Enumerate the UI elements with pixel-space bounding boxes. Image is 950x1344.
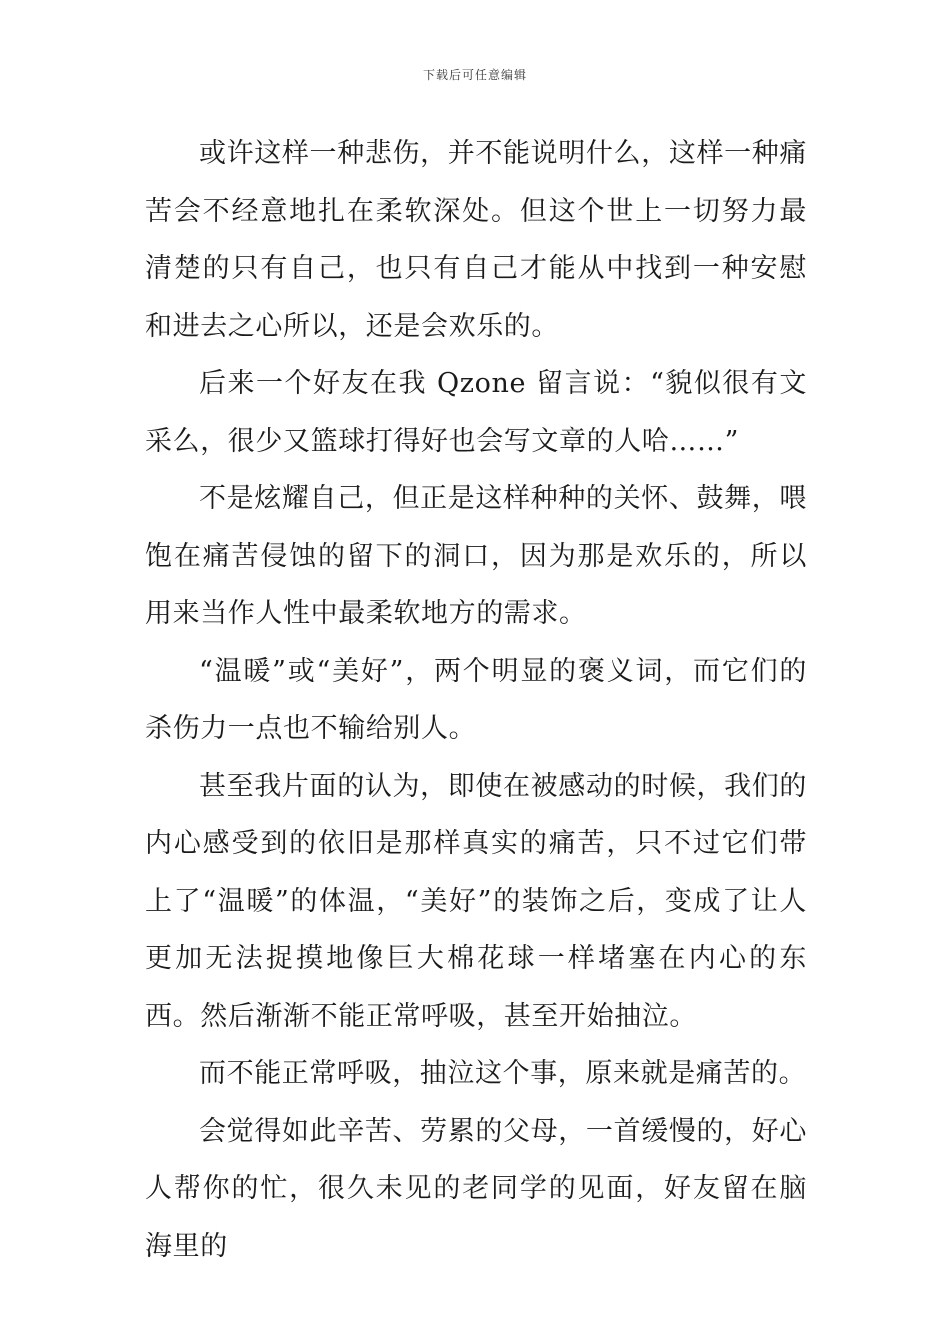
paragraph: 不是炫耀自己，但正是这样种种的关怀、鼓舞，喂饱在痛苦侵蚀的留下的洞口，因为那是欢乐的，所以用来当作人性中最柔软地方的需求。 — [145, 483, 807, 629]
paragraph: 甚至我片面的认为，即使在被感动的时候，我们的内心感受到的依旧是那样真实的痛苦，只不过它们带上了“温暖”的体温，“美好”的装饰之后，变成了让人更加无法捉摸地像巨大棉花球一样堵塞在内心的东西。然后渐渐不能正常呼吸，甚至开始抽泣。 — [145, 770, 807, 1032]
paragraph: 或许这样一种悲伤，并不能说明什么，这样一种痛苦会不经意地扎在柔软深处。但这个世上一切努力最清楚的只有自己，也只有自己才能从中找到一种安慰和进去之心所以，还是会欢乐的。 — [145, 138, 807, 342]
paragraph: 而不能正常呼吸，抽泣这个事，原来就是痛苦的。 — [199, 1058, 807, 1089]
paragraph: 会觉得如此辛苦、劳累的父母，一首缓慢的，好心人帮你的忙，很久未见的老同学的见面，好友留在脑海里的 — [145, 1115, 807, 1262]
article-body — [145, 125, 807, 1275]
paragraph: “温暖”或“美好”，两个明显的褒义词，而它们的杀伤力一点也不输给别人。 — [145, 655, 807, 744]
page-header: 下载后可任意编辑 — [422, 68, 527, 82]
paragraph: 后来一个好友在我 Qzone 留言说：“貌似很有文采么，很少又篮球打得好也会写文章的人哈……” — [145, 368, 807, 457]
